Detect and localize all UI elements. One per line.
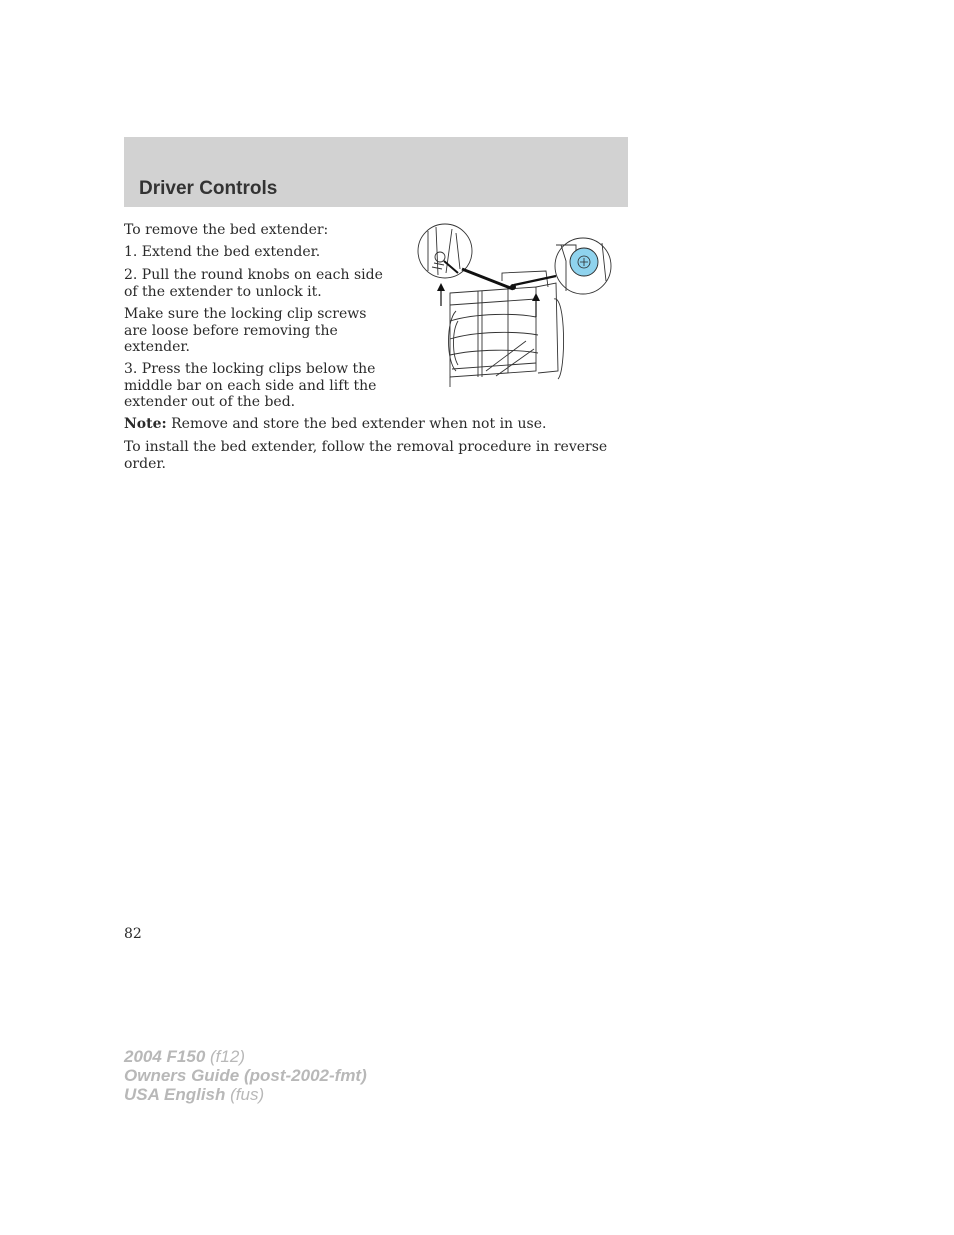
step-3: 3. Press the locking clips below the middle bar on each side and lift the extender out of the bed. [124,361,377,410]
caution-text: Make sure the locking clip screws are loose before removing the extender. [124,306,367,355]
footer-line-1: 2004 F150 (f12) [124,1047,245,1066]
section-title: Driver Controls [139,178,278,199]
lift-arrow-icon [532,293,540,301]
intro-text: To remove the bed extender: [124,222,329,238]
page-number: 82 [124,926,142,942]
section-header [124,137,628,207]
document-footer [124,1047,367,1104]
note-text: Remove and store the bed extender when not in use. [166,416,547,432]
footer-line-3: USA English (fus) [124,1085,265,1104]
step-1: 1. Extend the bed extender. [124,244,321,260]
note-paragraph [124,416,614,433]
install-text: To install the bed extender, follow the removal procedure in reverse order. [124,439,608,472]
footer-line-2: Owners Guide (post-2002-fmt) [124,1066,367,1085]
note-label: Note: [124,416,167,432]
lift-arrow-icon [437,283,445,291]
step-2: 2. Pull the round knobs on each side of the extender to unlock it. [124,267,383,300]
bed-extender-illustration [416,221,614,387]
